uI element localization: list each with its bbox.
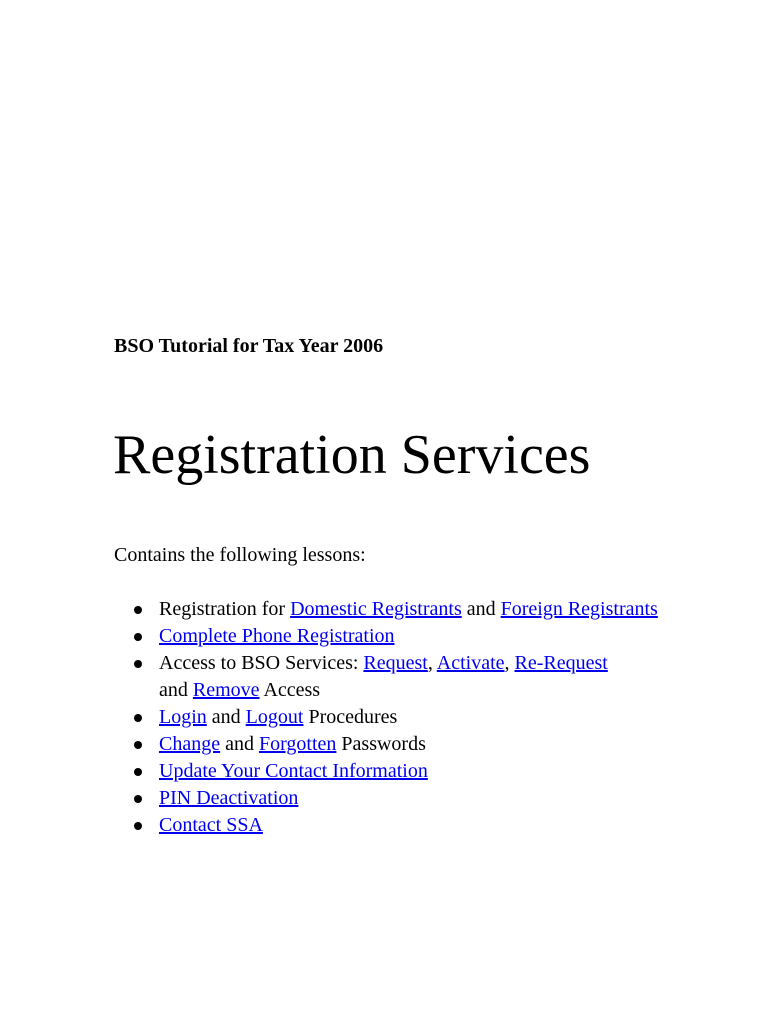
lesson-text: and	[159, 679, 193, 701]
foreign-registrants-link[interactable]: Foreign Registrants	[500, 598, 658, 620]
lesson-text: Passwords	[336, 733, 426, 755]
lesson-text: and	[461, 598, 501, 620]
update-contact-information-link[interactable]: Update Your Contact Information	[159, 760, 428, 782]
lesson-item-contact-info	[159, 758, 699, 785]
bullet-icon	[134, 660, 142, 668]
change-password-link[interactable]: Change	[159, 733, 221, 755]
contact-ssa-link[interactable]: Contact SSA	[159, 814, 263, 836]
lesson-text: and	[206, 706, 246, 728]
lesson-item-passwords	[159, 731, 699, 758]
lessons-list	[159, 596, 699, 839]
lesson-text: and	[220, 733, 259, 755]
bullet-icon	[134, 741, 142, 749]
remove-link[interactable]: Remove	[192, 679, 260, 701]
activate-link[interactable]: Activate	[436, 652, 505, 674]
bullet-icon	[134, 795, 142, 803]
bullet-icon	[134, 633, 142, 641]
bullet-icon	[134, 768, 142, 776]
request-link[interactable]: Request	[363, 652, 428, 674]
lesson-item-phone-registration	[159, 623, 699, 650]
lesson-item-login-logout	[159, 704, 699, 731]
lesson-text: Access	[259, 679, 321, 701]
lesson-item-contact-ssa	[159, 812, 699, 839]
pin-deactivation-link[interactable]: PIN Deactivation	[159, 787, 299, 809]
complete-phone-registration-link[interactable]: Complete Phone Registration	[159, 625, 395, 647]
bullet-icon	[134, 606, 142, 614]
lesson-text: Access to BSO Services:	[159, 652, 364, 674]
login-link[interactable]: Login	[159, 706, 207, 728]
lesson-item-pin-deactivation	[159, 785, 699, 812]
lesson-item-registration	[159, 596, 699, 623]
lesson-separator: ,	[427, 652, 437, 674]
domestic-registrants-link[interactable]: Domestic Registrants	[290, 598, 462, 620]
forgotten-password-link[interactable]: Forgotten	[258, 733, 337, 755]
logout-link[interactable]: Logout	[245, 706, 304, 728]
page-title: Registration Services	[113, 424, 591, 486]
lesson-item-access	[159, 650, 699, 704]
lesson-text: Registration for	[159, 598, 291, 620]
lesson-text: Procedures	[303, 706, 398, 728]
lessons-intro: Contains the following lessons:	[114, 544, 366, 566]
bullet-icon	[134, 822, 142, 830]
bullet-icon	[134, 714, 142, 722]
lesson-separator: ,	[504, 652, 515, 674]
tutorial-subtitle: BSO Tutorial for Tax Year 2006	[114, 335, 384, 357]
re-request-link[interactable]: Re-Request	[514, 652, 608, 674]
